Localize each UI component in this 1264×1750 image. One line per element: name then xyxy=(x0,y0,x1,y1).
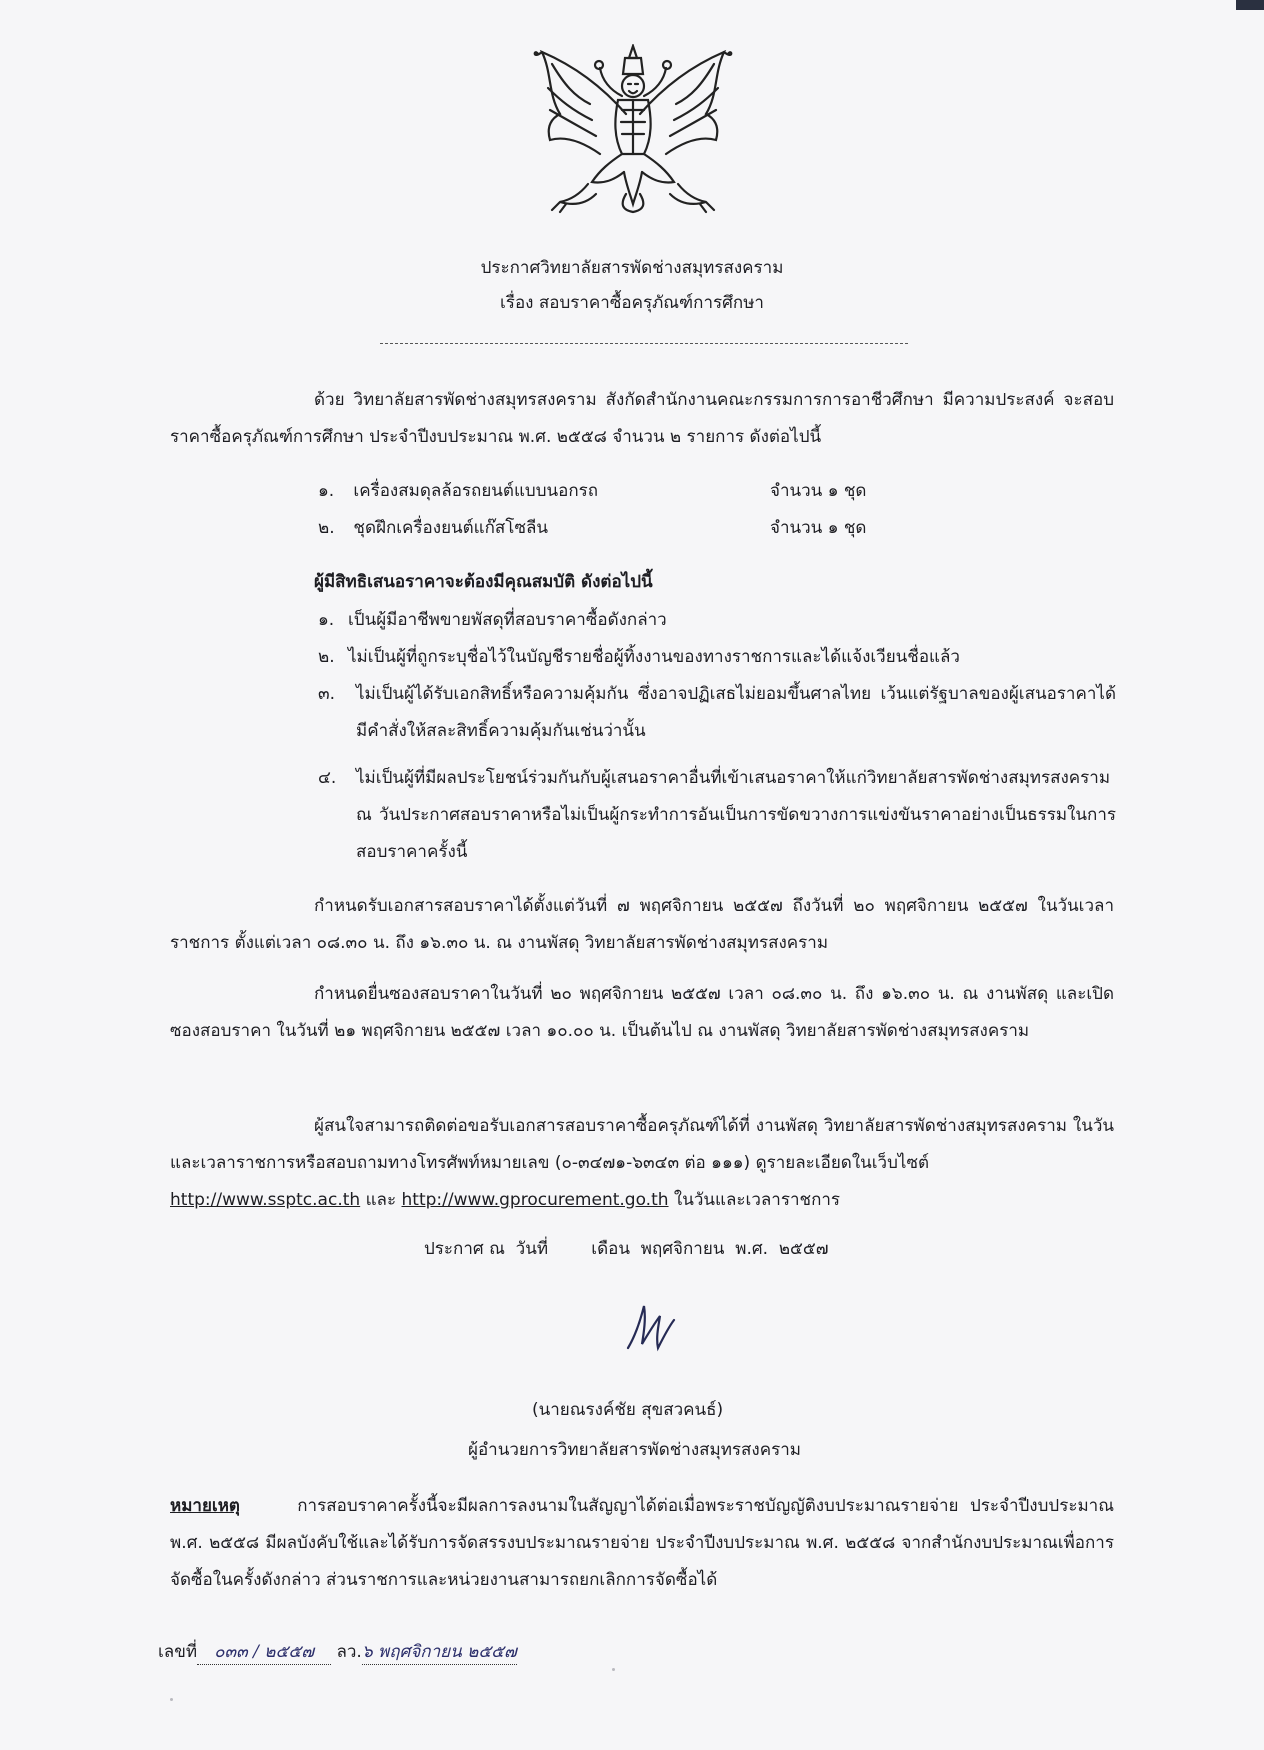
qualification-number: ๑. xyxy=(318,610,335,630)
link-connector: และ xyxy=(360,1190,402,1210)
scan-edge-mark xyxy=(1236,0,1264,10)
intro-paragraph: ด้วย วิทยาลัยสารพัดช่างสมุทรสงคราม สังกัดสำนักงานคณะกรรมการการอาชีวศึกษา มีความประสงค์ จะสอบราคาซื้อครุภัณฑ์การศึกษา ประจำปีงบประมาณ พ.ศ. ๒๕๕๘ จำนวน ๒ รายการ ดังต่อไปนี้ xyxy=(170,390,1114,447)
reference-number-label: เลขที่ xyxy=(158,1642,198,1662)
qualification-text: ไม่เป็นผู้ได้รับเอกสิทธิ์หรือความคุ้มกัน ซึ่งอาจปฏิเสธไม่ยอมขึ้นศาลไทย เว้นแต่รัฐบาลของผู้เสนอราคาได้มีคำสั่งให้สละสิทธิ์ความคุ้มกันเช่นว่านั้น xyxy=(356,684,1116,741)
announcement-title: ประกาศวิทยาลัยสารพัดช่างสมุทรสงคราม xyxy=(480,258,784,278)
item-name: เครื่องสมดุลล้อรถยนต์แบบนอกรถ xyxy=(353,481,599,501)
qualifications-heading: ผู้มีสิทธิเสนอราคาจะต้องมีคุณสมบัติ ดังต่อไปนี้ xyxy=(314,572,653,592)
announcement-subject: เรื่อง สอบราคาซื้อครุภัณฑ์การศึกษา xyxy=(500,293,764,313)
qualification-item xyxy=(318,639,1118,676)
qualification-text: ไม่เป็นผู้ที่ถูกระบุชื่อไว้ในบัญชีรายชื่อผู้ทิ้งงานของทางราชการและได้แจ้งเวียนชื่อแล้ว xyxy=(348,647,960,667)
qualification-text: เป็นผู้มีอาชีพขายพัสดุที่สอบราคาซื้อดังกล่าว xyxy=(348,610,667,630)
handwritten-signature-icon xyxy=(624,1298,680,1354)
qualification-number: ๔. xyxy=(318,768,337,788)
qualification-text: ไม่เป็นผู้ที่มีผลประโยชน์ร่วมกันกับผู้เสนอราคาอื่นที่เข้าเสนอราคาให้แก่วิทยาลัยสารพัดช่างสมุทรสงคราม ณ วันประกาศสอบราคาหรือไม่เป็นผู้กระทำการอันเป็นการขัดขวางการแข่งขันราคาอย่างเป็นธรรมในการสอบราคาครั้งนี้ xyxy=(356,768,1116,862)
scan-speck xyxy=(170,1698,173,1701)
reference-date-label: ลว. xyxy=(336,1642,362,1662)
website-line xyxy=(170,1182,1114,1219)
qualification-number: ๓. xyxy=(318,684,336,704)
procurement-website-link[interactable]: http://www.gprocurement.go.th xyxy=(401,1190,669,1210)
item-number: ๑. xyxy=(318,481,335,501)
scan-speck xyxy=(612,1668,615,1671)
qualification-item xyxy=(318,602,1118,639)
garuda-emblem-icon xyxy=(530,44,736,214)
link-tail: ในวันและเวลาราชการ xyxy=(668,1190,841,1210)
contact-paragraph xyxy=(170,1108,1114,1219)
school-website-link[interactable]: http://www.ssptc.ac.th xyxy=(170,1190,361,1210)
announcement-date: ประกาศ ณ วันที่ เดือน พฤศจิกายน พ.ศ. ๒๕๕๗ xyxy=(424,1239,829,1259)
bid-submission-paragraph: กำหนดยื่นซองสอบราคาในวันที่ ๒๐ พฤศจิกายน ๒๕๕๗ เวลา ๐๘.๓๐ น. ถึง ๑๖.๓๐ น. ณ งานพัสดุ และเปิดซองสอบราคา ในวันที่ ๒๑ พฤศจิกายน ๒๕๕๗ เวลา ๑๐.๐๐ น. เป็นต้นไป ณ งานพัสดุ วิทยาลัยสารพัดช่างสมุทรสงคราม xyxy=(170,984,1114,1041)
signer-name: (นายณรงค์ชัย สุขสวคนธ์) xyxy=(532,1400,724,1420)
reference-number-value: ๐๓๓ / ๒๕๕๗ xyxy=(197,1640,331,1665)
title-divider xyxy=(380,343,908,344)
contact-text: ผู้สนใจสามารถติดต่อขอรับเอกสารสอบราคาซื้อครุภัณฑ์ได้ที่ งานพัสดุ วิทยาลัยสารพัดช่างสมุทรสงคราม ในวันและเวลาราชการหรือสอบถามทางโทรศัพท์หมายเลข (๐-๓๔๗๑-๖๓๔๓ ต่อ ๑๑๑) ดูรายละเอียดในเว็บไซต์ xyxy=(170,1116,1114,1173)
remark-paragraph xyxy=(170,1488,1114,1599)
signer-title: ผู้อำนวยการวิทยาลัยสารพัดช่างสมุทรสงคราม xyxy=(468,1440,801,1460)
reference-footer xyxy=(158,1640,517,1665)
remark-label: หมายเหตุ xyxy=(170,1496,240,1516)
item-name: ชุดฝึกเครื่องยนต์แก๊สโซลีน xyxy=(353,518,549,538)
item-quantity: จำนวน ๑ ชุด xyxy=(770,481,867,501)
documents-schedule-paragraph: กำหนดรับเอกสารสอบราคาได้ตั้งแต่วันที่ ๗ พฤศจิกายน ๒๕๕๗ ถึงวันที่ ๒๐ พฤศจิกายน ๒๕๕๗ ในวันเวลาราชการ ตั้งแต่เวลา ๐๘.๓๐ น. ถึง ๑๖.๓๐ น. ณ งานพัสดุ วิทยาลัยสารพัดช่างสมุทรสงคราม xyxy=(170,896,1114,953)
reference-date-value: ๖ พฤศจิกายน ๒๕๕๗ xyxy=(362,1640,517,1665)
item-quantity: จำนวน ๑ ชุด xyxy=(770,518,867,538)
remark-text: การสอบราคาครั้งนี้จะมีผลการลงนามในสัญญาได้ต่อเมื่อพระราชบัญญัติงบประมาณรายจ่าย ประจำปีงบประมาณ พ.ศ. ๒๕๕๘ มีผลบังคับใช้และได้รับการจัดสรรงบประมาณรายจ่าย ประจำปีงบประมาณ พ.ศ. ๒๕๕๘ จากสำนักงบประมาณเพื่อการจัดซื้อในครั้งดังกล่าว ส่วนราชการและหน่วยงานสามารถยกเลิกการจัดซื้อได้ xyxy=(170,1496,1114,1590)
item-row xyxy=(318,479,598,503)
item-row xyxy=(318,516,548,540)
item-number: ๒. xyxy=(318,518,335,538)
qualification-number: ๒. xyxy=(318,647,335,667)
